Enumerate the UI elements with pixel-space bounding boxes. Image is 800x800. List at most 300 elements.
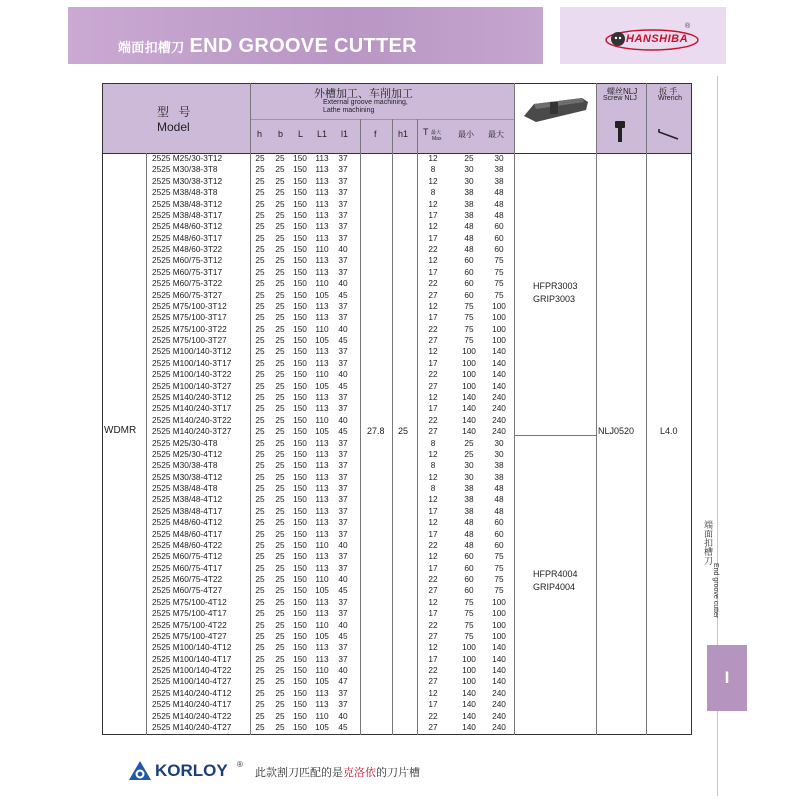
cell-b: 25: [275, 619, 285, 630]
cell-max: 140: [492, 357, 506, 368]
cell-b: 25: [275, 585, 285, 596]
cell-max: 75: [494, 289, 504, 300]
screw-header-en: Screw NLJ: [603, 95, 637, 102]
cell-model: 2525 M60/75-3T22: [152, 278, 223, 289]
cell-T: 12: [428, 221, 438, 232]
ext-header-cn: 外槽加工、车削加工: [314, 88, 413, 100]
cell-h: 25: [255, 687, 265, 698]
cell-l1: 37: [338, 505, 348, 516]
cell-L1: 113: [315, 312, 329, 323]
cell-L1: 113: [315, 471, 329, 482]
cell-h: 25: [255, 710, 265, 721]
cell-max: 140: [492, 676, 506, 687]
cell-h: 25: [255, 460, 265, 471]
rule: [250, 119, 514, 120]
cell-model: 2525 M30/38-3T8: [152, 164, 218, 175]
cell-L1: 113: [315, 232, 329, 243]
cell-L: 150: [293, 187, 307, 198]
cell-max: 240: [492, 403, 506, 414]
cell-b: 25: [275, 494, 285, 505]
cell-l1: 37: [338, 391, 348, 402]
cell-L1: 113: [315, 209, 329, 220]
cell-model: 2525 M75/100-3T27: [152, 335, 227, 346]
cell-T: 22: [428, 539, 438, 550]
cell-min: 25: [464, 448, 474, 459]
wrench-header-en: Wrench: [658, 95, 682, 102]
cell-l1: 45: [338, 722, 348, 732]
cell-T: 27: [428, 335, 438, 346]
cell-b: 25: [275, 403, 285, 414]
cell-min: 38: [464, 483, 474, 494]
cell-model: 2525 M100/140-3T22: [152, 369, 232, 380]
wrench-header-cn: 扳 手: [659, 87, 678, 96]
cell-T: 12: [428, 471, 438, 482]
rule: [102, 734, 692, 735]
cell-model: 2525 M30/38-4T12: [152, 471, 223, 482]
cell-T: 22: [428, 323, 438, 334]
cell-min: 100: [462, 653, 476, 664]
ext-header-en2: Lathe machining: [323, 107, 375, 114]
cell-l1: 40: [338, 665, 348, 676]
screw-value: NLJ0520: [598, 426, 635, 436]
model-header-en: Model: [157, 120, 190, 134]
cell-model: 2525 M48/60-4T17: [152, 528, 223, 539]
cell-T: 8: [430, 483, 436, 494]
cell-l1: 40: [338, 574, 348, 585]
cell-l1: 45: [338, 335, 348, 346]
cell-model: 2525 M60/75-4T27: [152, 585, 223, 596]
col-h1: h1: [398, 129, 409, 139]
cell-L: 150: [293, 562, 307, 573]
model-header-cn: 型 号: [157, 105, 194, 119]
wrench-icon: [658, 127, 680, 141]
cell-max: 60: [494, 244, 504, 255]
cell-model: 2525 M30/38-4T8: [152, 460, 218, 471]
cell-b: 25: [275, 687, 285, 698]
cell-b: 25: [275, 266, 285, 277]
cell-l1: 37: [338, 266, 348, 277]
cell-max: 100: [492, 312, 506, 323]
rule: [514, 435, 596, 436]
cell-model: 2525 M140/240-4T27: [152, 722, 232, 732]
cell-L1: 110: [315, 369, 329, 380]
cell-model: 2525 M25/30-3T12: [152, 153, 223, 163]
col-l1: l1: [341, 129, 349, 139]
series-code: WDMR: [104, 425, 137, 436]
cell-L1: 113: [315, 699, 329, 710]
cell-min: 100: [462, 676, 476, 687]
cell-min: 38: [464, 209, 474, 220]
cell-min: 48: [464, 528, 474, 539]
korloy-registered: ®: [237, 760, 243, 769]
cell-max: 48: [494, 187, 504, 198]
cell-min: 60: [464, 289, 474, 300]
cell-L1: 113: [315, 403, 329, 414]
cell-T: 22: [428, 574, 438, 585]
cell-max: 240: [492, 699, 506, 710]
cell-min: 100: [462, 369, 476, 380]
cell-T: 17: [428, 232, 438, 243]
cell-l1: 40: [338, 539, 348, 550]
cell-L: 150: [293, 244, 307, 255]
cell-L1: 113: [315, 483, 329, 494]
cell-max: 60: [494, 528, 504, 539]
cell-L1: 113: [315, 517, 329, 528]
cell-T: 12: [428, 448, 438, 459]
cell-L: 150: [293, 585, 307, 596]
rule: [514, 83, 515, 735]
cell-L: 150: [293, 653, 307, 664]
screw-header-cn: 螺丝NLJ: [607, 87, 638, 96]
cell-b: 25: [275, 471, 285, 482]
cell-b: 25: [275, 209, 285, 220]
cell-b: 25: [275, 300, 285, 311]
cell-model: 2525 M38/48-4T17: [152, 505, 223, 516]
cell-max: 100: [492, 619, 506, 630]
cell-max: 30: [494, 437, 504, 448]
cell-max: 75: [494, 574, 504, 585]
group1-insert: HFPR3003: [533, 281, 578, 291]
cell-T: 22: [428, 414, 438, 425]
cell-l1: 37: [338, 255, 348, 266]
cell-max: 140: [492, 380, 506, 391]
cell-b: 25: [275, 289, 285, 300]
cell-T: 27: [428, 676, 438, 687]
cell-b: 25: [275, 335, 285, 346]
cell-max: 30: [494, 153, 504, 163]
cell-T: 17: [428, 699, 438, 710]
cell-L1: 110: [315, 619, 329, 630]
cell-l1: 45: [338, 585, 348, 596]
cell-h: 25: [255, 357, 265, 368]
cell-L1: 113: [315, 551, 329, 562]
cell-min: 140: [462, 687, 476, 698]
cell-T: 12: [428, 517, 438, 528]
cell-h: 25: [255, 335, 265, 346]
cell-l1: 37: [338, 596, 348, 607]
cell-T: 8: [430, 460, 436, 471]
cell-model: 2525 M60/75-4T17: [152, 562, 223, 573]
cell-b: 25: [275, 175, 285, 186]
cell-min: 25: [464, 153, 474, 163]
cell-max: 240: [492, 426, 506, 437]
cell-max: 240: [492, 722, 506, 732]
cell-max: 48: [494, 198, 504, 209]
cell-b: 25: [275, 722, 285, 732]
cell-l1: 37: [338, 483, 348, 494]
ext-header-en1: External groove machining,: [323, 99, 408, 106]
cell-b: 25: [275, 539, 285, 550]
cell-min: 30: [464, 175, 474, 186]
cell-L1: 113: [315, 562, 329, 573]
rule: [646, 83, 647, 735]
cell-b: 25: [275, 437, 285, 448]
cell-T: 17: [428, 653, 438, 664]
cell-L: 150: [293, 551, 307, 562]
footer-text-b: 克洛依: [343, 767, 376, 779]
cell-T: 8: [430, 187, 436, 198]
cell-model: 2525 M38/48-3T12: [152, 198, 223, 209]
cell-T: 12: [428, 642, 438, 653]
cell-b: 25: [275, 642, 285, 653]
cell-l1: 40: [338, 369, 348, 380]
cell-b: 25: [275, 232, 285, 243]
cell-L: 150: [293, 505, 307, 516]
cell-L: 150: [293, 460, 307, 471]
cell-max: 38: [494, 460, 504, 471]
cell-h: 25: [255, 266, 265, 277]
korloy-emblem-icon: [128, 760, 152, 782]
cell-L: 150: [293, 414, 307, 425]
cell-model: 2525 M75/100-3T12: [152, 300, 227, 311]
cell-model: 2525 M48/60-3T17: [152, 232, 223, 243]
cell-h: 25: [255, 505, 265, 516]
cell-min: 25: [464, 437, 474, 448]
cell-l1: 45: [338, 380, 348, 391]
cell-model: 2525 M100/140-3T17: [152, 357, 232, 368]
cell-L: 150: [293, 232, 307, 243]
cell-T: 12: [428, 255, 438, 266]
cell-T: 17: [428, 505, 438, 516]
cell-T: 8: [430, 164, 436, 175]
cell-model: 2525 M140/240-3T12: [152, 391, 232, 402]
group1-grip: GRIP3003: [533, 294, 576, 304]
cell-l1: 37: [338, 494, 348, 505]
cell-b: 25: [275, 653, 285, 664]
cell-model: 2525 M140/240-4T22: [152, 710, 232, 721]
cell-max: 140: [492, 346, 506, 357]
group2-insert: HFPR4004: [533, 569, 578, 579]
cell-T: 12: [428, 153, 438, 163]
cell-model: 2525 M140/240-4T12: [152, 687, 232, 698]
cell-h: 25: [255, 551, 265, 562]
cell-L1: 110: [315, 665, 329, 676]
side-label-en: End groove cutter: [712, 563, 719, 619]
cell-max: 140: [492, 369, 506, 380]
cell-h: 25: [255, 630, 265, 641]
cell-min: 38: [464, 505, 474, 516]
cell-L: 150: [293, 448, 307, 459]
cell-min: 60: [464, 574, 474, 585]
cell-l1: 37: [338, 562, 348, 573]
cell-model: 2525 M60/75-3T27: [152, 289, 223, 300]
cell-L1: 110: [315, 574, 329, 585]
cell-L: 150: [293, 517, 307, 528]
cell-min: 100: [462, 380, 476, 391]
cell-L: 150: [293, 266, 307, 277]
cell-L1: 113: [315, 608, 329, 619]
brand-name: HANSHIBA: [626, 33, 689, 45]
cell-b: 25: [275, 699, 285, 710]
cell-T: 8: [430, 437, 436, 448]
cell-L: 150: [293, 710, 307, 721]
cell-T: 17: [428, 403, 438, 414]
cell-l1: 40: [338, 278, 348, 289]
cell-b: 25: [275, 426, 285, 437]
cell-b: 25: [275, 380, 285, 391]
cell-L: 150: [293, 630, 307, 641]
cell-model: 2525 M140/240-3T17: [152, 403, 232, 414]
spec-table: [102, 83, 692, 735]
cell-h: 25: [255, 426, 265, 437]
cell-L1: 105: [315, 722, 329, 732]
cell-model: 2525 M48/60-3T12: [152, 221, 223, 232]
cell-L: 150: [293, 209, 307, 220]
cell-h: 25: [255, 619, 265, 630]
cell-T: 12: [428, 198, 438, 209]
cell-b: 25: [275, 153, 285, 163]
cell-L1: 105: [315, 676, 329, 687]
cell-model: 2525 M140/240-3T27: [152, 426, 232, 437]
cell-h: 25: [255, 278, 265, 289]
cell-max: 48: [494, 494, 504, 505]
cell-b: 25: [275, 517, 285, 528]
cell-L1: 110: [315, 414, 329, 425]
cell-T: 12: [428, 300, 438, 311]
cell-L: 150: [293, 300, 307, 311]
cell-max: 38: [494, 175, 504, 186]
cell-h: 25: [255, 153, 265, 163]
cell-b: 25: [275, 323, 285, 334]
cell-L1: 113: [315, 357, 329, 368]
cell-min: 140: [462, 710, 476, 721]
cell-L1: 105: [315, 426, 329, 437]
cell-max: 38: [494, 164, 504, 175]
cell-L: 150: [293, 175, 307, 186]
cell-l1: 37: [338, 528, 348, 539]
cell-min: 140: [462, 699, 476, 710]
cell-L1: 113: [315, 221, 329, 232]
cell-min: 38: [464, 187, 474, 198]
cell-min: 140: [462, 391, 476, 402]
cell-T: 17: [428, 266, 438, 277]
cell-L: 150: [293, 426, 307, 437]
cell-T: 27: [428, 585, 438, 596]
cell-max: 60: [494, 232, 504, 243]
cell-b: 25: [275, 608, 285, 619]
cell-max: 75: [494, 562, 504, 573]
cell-max: 240: [492, 414, 506, 425]
cell-L: 150: [293, 312, 307, 323]
cell-l1: 40: [338, 710, 348, 721]
cell-max: 100: [492, 300, 506, 311]
col-L1: L1: [317, 129, 328, 139]
cell-L1: 113: [315, 528, 329, 539]
cell-l1: 37: [338, 608, 348, 619]
cell-l1: 40: [338, 414, 348, 425]
cell-L1: 113: [315, 300, 329, 311]
cell-b: 25: [275, 630, 285, 641]
cell-model: 2525 M100/140-4T17: [152, 653, 232, 664]
cell-l1: 37: [338, 551, 348, 562]
cell-l1: 37: [338, 687, 348, 698]
cell-max: 100: [492, 608, 506, 619]
cell-min: 100: [462, 346, 476, 357]
cell-L: 150: [293, 391, 307, 402]
cell-min: 60: [464, 278, 474, 289]
cell-model: 2525 M75/100-3T22: [152, 323, 227, 334]
cell-L: 150: [293, 596, 307, 607]
cell-L1: 113: [315, 266, 329, 277]
cell-T: 17: [428, 209, 438, 220]
f-value: 27.8: [367, 426, 385, 436]
cell-L1: 113: [315, 596, 329, 607]
cell-h: 25: [255, 323, 265, 334]
cell-L: 150: [293, 221, 307, 232]
cell-model: 2525 M75/100-4T27: [152, 630, 227, 641]
rule: [691, 83, 692, 735]
cell-max: 140: [492, 642, 506, 653]
cell-model: 2525 M38/48-3T8: [152, 187, 218, 198]
cell-min: 60: [464, 266, 474, 277]
cell-model: 2525 M48/60-4T22: [152, 539, 223, 550]
cell-model: 2525 M100/140-4T27: [152, 676, 232, 687]
cell-b: 25: [275, 676, 285, 687]
cell-L: 150: [293, 164, 307, 175]
cell-l1: 37: [338, 300, 348, 311]
cell-L: 150: [293, 676, 307, 687]
cell-l1: 37: [338, 312, 348, 323]
cell-model: 2525 M100/140-4T12: [152, 642, 232, 653]
cell-min: 38: [464, 494, 474, 505]
cell-b: 25: [275, 369, 285, 380]
cell-min: 140: [462, 414, 476, 425]
cell-b: 25: [275, 198, 285, 209]
cell-model: 2525 M60/75-3T17: [152, 266, 223, 277]
cell-L1: 110: [315, 539, 329, 550]
cell-min: 75: [464, 608, 474, 619]
cell-l1: 37: [338, 346, 348, 357]
cell-T: 22: [428, 369, 438, 380]
cell-l1: 37: [338, 403, 348, 414]
cell-l1: 47: [338, 676, 348, 687]
cell-L1: 113: [315, 175, 329, 186]
cell-h: 25: [255, 437, 265, 448]
rule: [596, 83, 597, 735]
cell-max: 48: [494, 483, 504, 494]
cell-b: 25: [275, 460, 285, 471]
cell-h: 25: [255, 494, 265, 505]
cell-L1: 113: [315, 153, 329, 163]
cell-L: 150: [293, 357, 307, 368]
cell-L: 150: [293, 619, 307, 630]
cell-L: 150: [293, 494, 307, 505]
cell-h: 25: [255, 608, 265, 619]
brand-registered: ®: [685, 23, 691, 30]
cell-T: 27: [428, 630, 438, 641]
cell-b: 25: [275, 483, 285, 494]
cell-model: 2525 M140/240-4T17: [152, 699, 232, 710]
page-title-cn: 端面扣槽刀: [118, 40, 185, 55]
cell-min: 60: [464, 585, 474, 596]
footer-text-a: 此款割刀匹配的是: [255, 767, 343, 779]
cell-h: 25: [255, 187, 265, 198]
cell-L1: 110: [315, 278, 329, 289]
cell-model: 2525 M30/38-3T12: [152, 175, 223, 186]
cell-L1: 110: [315, 244, 329, 255]
cell-h: 25: [255, 642, 265, 653]
cell-model: 2525 M75/100-4T22: [152, 619, 227, 630]
cell-h: 25: [255, 448, 265, 459]
cell-b: 25: [275, 574, 285, 585]
cell-T: 12: [428, 687, 438, 698]
cell-T: 12: [428, 551, 438, 562]
cell-h: 25: [255, 585, 265, 596]
cell-T: 22: [428, 665, 438, 676]
cell-l1: 40: [338, 619, 348, 630]
cell-b: 25: [275, 312, 285, 323]
cell-h: 25: [255, 198, 265, 209]
